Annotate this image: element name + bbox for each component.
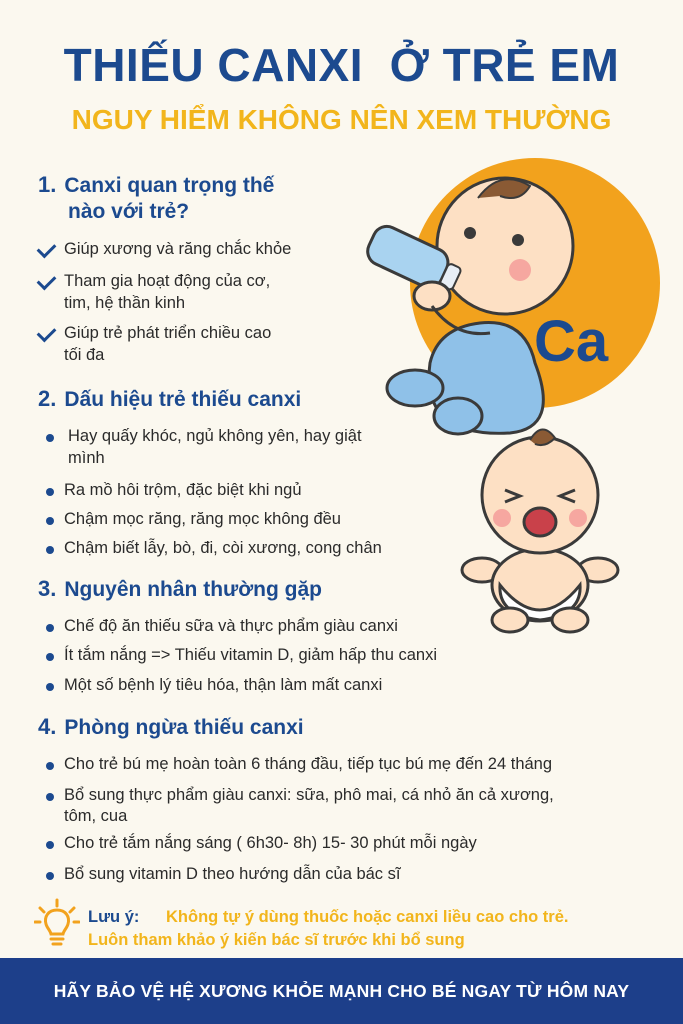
bullet-dot-icon — [46, 683, 54, 691]
check-icon — [37, 239, 57, 259]
section-2-item-1-line2: mình — [68, 449, 105, 467]
section-4-heading — [38, 714, 304, 740]
section-3-title: Nguyên nhân thường gặp — [64, 578, 322, 601]
check-icon — [37, 271, 57, 291]
bullet-dot-icon — [46, 624, 54, 632]
bullet-dot-icon — [46, 546, 54, 554]
bullet-dot-icon — [46, 872, 54, 880]
bullet-dot-icon — [46, 434, 54, 442]
section-1-item-1: Giúp xương và răng chắc khỏe — [64, 240, 292, 258]
section-4-title: Phòng ngừa thiếu canxi — [64, 716, 304, 739]
calcium-ca-label: Ca — [534, 309, 609, 374]
page-title: THIẾU CANXI Ở TRẺ EM — [63, 39, 620, 91]
section-1-number: 1. — [38, 172, 57, 197]
check-icon — [37, 323, 57, 343]
footer-text: HÃY BẢO VỆ HỆ XƯƠNG KHỎE MẠNH CHO BÉ NGAY TỪ HÔM NAY — [53, 980, 630, 1001]
section-2-item-3: Chậm mọc răng, răng mọc không đều — [64, 510, 341, 528]
section-1-item-2-line1: Tham gia hoạt động của cơ, — [64, 272, 271, 290]
baby-bottle-illustration — [360, 148, 660, 448]
section-2-item-1-line1: Hay quấy khóc, ngủ không yên, hay giật — [68, 427, 362, 445]
section-3-item-1: Chế độ ăn thiếu sữa và thực phẩm giàu canxi — [64, 617, 398, 635]
section-2-item-2: Ra mồ hôi trộm, đặc biệt khi ngủ — [64, 481, 302, 499]
section-4-item-4: Bổ sung vitamin D theo hướng dẫn của bác sĩ — [64, 865, 401, 883]
section-1-title-line2: nào với trẻ? — [68, 200, 190, 223]
section-2-item-4: Chậm biết lẫy, bò, đi, còi xương, cong chân — [64, 539, 382, 557]
bullet-dot-icon — [46, 488, 54, 496]
section-1-item-3-line1: Giúp trẻ phát triển chiều cao — [64, 324, 272, 342]
note-line1: Không tự ý dùng thuốc hoặc canxi liều cao cho trẻ. — [166, 908, 569, 926]
section-4-item-1: Cho trẻ bú mẹ hoàn toàn 6 tháng đầu, tiếp tục bú mẹ đến 24 tháng — [64, 755, 553, 773]
section-3-number: 3. — [38, 576, 57, 601]
section-4-item-2-line1: Bổ sung thực phẩm giàu canxi: sữa, phô mai, cá nhỏ ăn cả xương, — [64, 786, 554, 804]
section-4-number: 4. — [38, 714, 57, 739]
bullet-dot-icon — [46, 762, 54, 770]
crying-baby-illustration — [460, 420, 620, 640]
section-3-item-3: Một số bệnh lý tiêu hóa, thận làm mất canxi — [64, 676, 383, 694]
bullet-dot-icon — [46, 517, 54, 525]
note-label: Lưu ý: — [88, 908, 140, 926]
section-2-title: Dấu hiệu trẻ thiếu canxi — [64, 388, 302, 411]
lightbulb-icon — [34, 898, 80, 948]
section-4-item-3: Cho trẻ tắm nắng sáng ( 6h30- 8h) 15- 30 phút mỗi ngày — [64, 834, 477, 852]
section-1-item-2-line2: tim, hệ thần kinh — [64, 294, 186, 312]
section-2-heading — [38, 386, 301, 412]
bullet-dot-icon — [46, 841, 54, 849]
section-1-title-line1: Canxi quan trọng thế — [64, 174, 275, 197]
bullet-dot-icon — [46, 793, 54, 801]
section-1-heading — [38, 172, 274, 198]
section-3-heading — [38, 576, 322, 602]
section-1-item-3-line2: tối đa — [64, 346, 105, 364]
note-line2: Luôn tham khảo ý kiến bác sĩ trước khi bổ sung — [88, 931, 465, 949]
section-2-number: 2. — [38, 386, 57, 411]
page-subtitle: NGUY HIỂM KHÔNG NÊN XEM THƯỜNG — [71, 104, 612, 135]
bullet-dot-icon — [46, 653, 54, 661]
section-3-item-2: Ít tắm nắng => Thiếu vitamin D, giảm hấp thu canxi — [64, 646, 437, 664]
section-4-item-2-line2: tôm, cua — [64, 807, 128, 825]
footer-banner — [0, 958, 683, 1024]
